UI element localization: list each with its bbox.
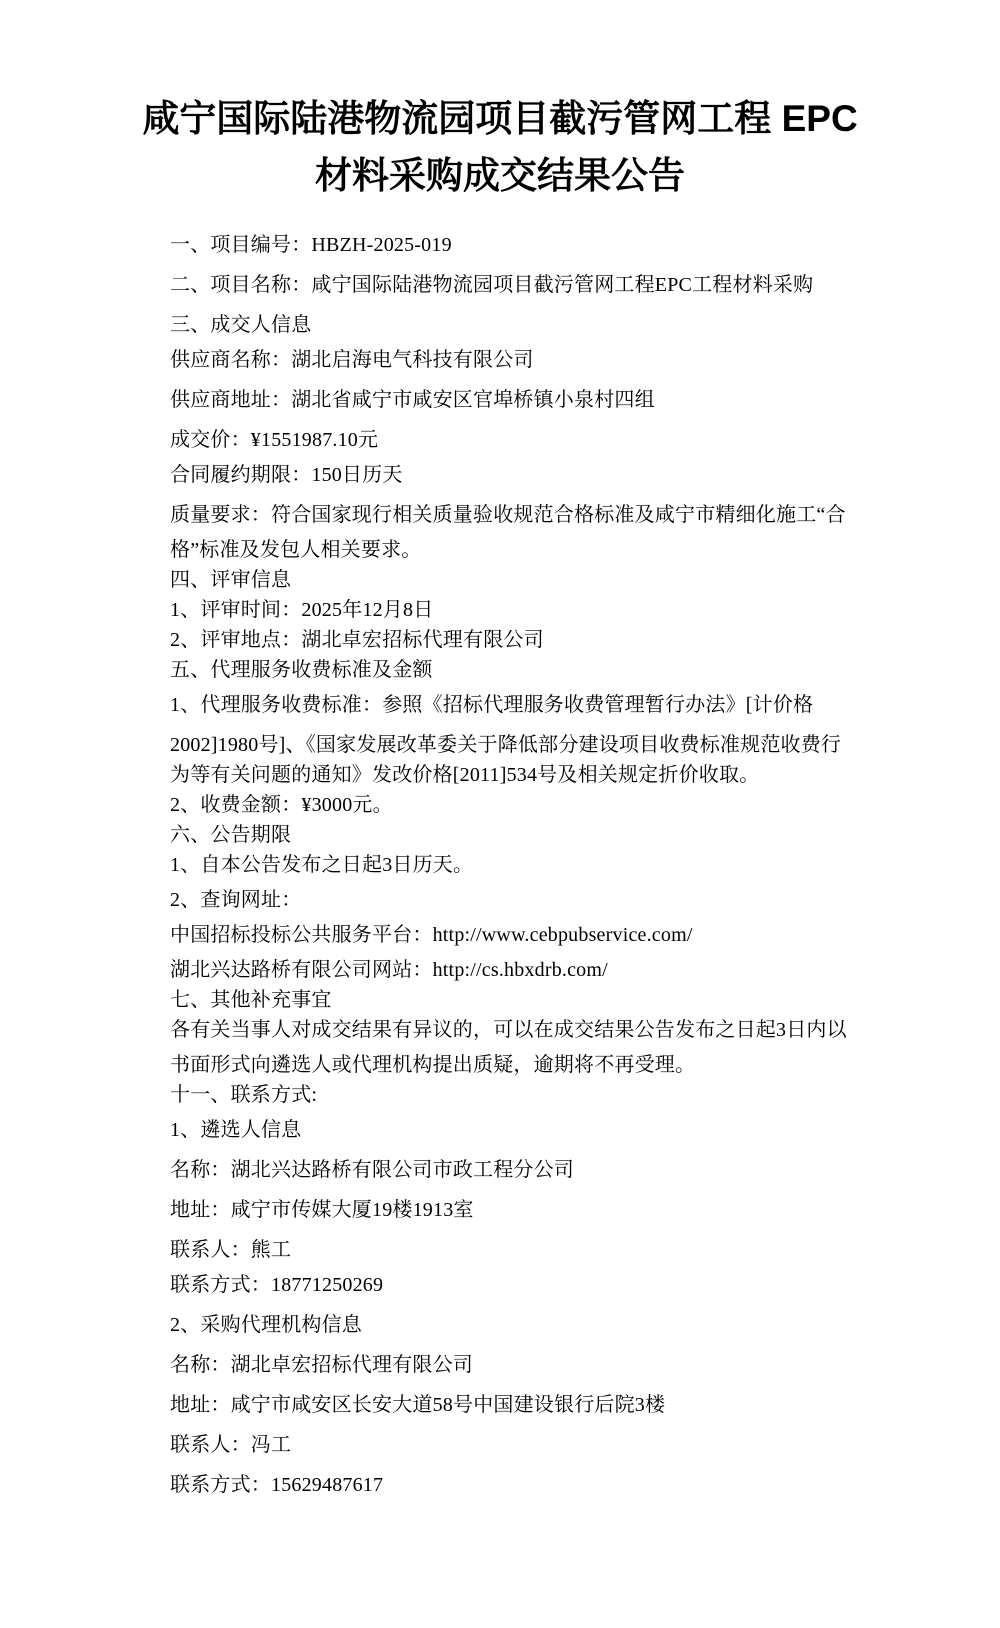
doc-line-36: 联系方式：15629487617 <box>170 1474 384 1496</box>
doc-line-25: 书面形式向遴选人或代理机构提出质疑，逾期将不再受理。 <box>170 1054 696 1076</box>
doc-line-29: 地址：咸宁市传媒大厦19楼1913室 <box>170 1199 474 1221</box>
document-title <box>0 90 1000 204</box>
doc-line-23: 七、其他补充事宜 <box>170 989 332 1011</box>
doc-line-26: 十一、联系方式: <box>170 1084 318 1106</box>
document-title-line-2: 材料采购成交结果公告 <box>315 155 685 196</box>
doc-line-13: 五、代理服务收费标准及金额 <box>170 659 433 681</box>
doc-line-31: 联系方式：18771250269 <box>170 1274 384 1296</box>
document-body <box>170 230 900 1500</box>
doc-line-34: 地址：咸宁市咸安区长安大道58号中国建设银行后院3楼 <box>170 1394 666 1416</box>
doc-line-2: 二、项目名称：咸宁国际陆港物流园项目截污管网工程EPC工程材料采购 <box>170 274 814 296</box>
doc-line-11: 1、评审时间：2025年12月8日 <box>170 599 434 621</box>
doc-line-12: 2、评审地点：湖北卓宏招标代理有限公司 <box>170 629 544 651</box>
doc-line-35: 联系人：冯工 <box>170 1434 292 1456</box>
doc-line-15: 2002]1980号]、《国家发展改革委关于降低部分建设项目收费标准规范收费行 <box>170 734 842 756</box>
doc-line-17: 2、收费金额：¥3000元。 <box>170 794 393 816</box>
doc-line-28: 名称：湖北兴达路桥有限公司市政工程分公司 <box>170 1159 574 1181</box>
doc-line-32: 2、采购代理机构信息 <box>170 1314 362 1336</box>
doc-line-1: 一、项目编号：HBZH-2025-019 <box>170 234 452 256</box>
doc-line-27: 1、遴选人信息 <box>170 1119 302 1141</box>
doc-line-8: 质量要求：符合国家现行相关质量验收规范合格标准及咸宁市精细化施工“合 <box>170 504 846 526</box>
doc-line-7: 合同履约期限：150日历天 <box>170 464 403 486</box>
doc-line-4: 供应商名称：湖北启海电气科技有限公司 <box>170 349 534 371</box>
doc-line-14: 1、代理服务收费标准：参照《招标代理服务收费管理暂行办法》[计价格 <box>170 694 814 716</box>
doc-line-5: 供应商地址：湖北省咸宁市咸安区官埠桥镇小泉村四组 <box>170 389 655 411</box>
doc-line-3: 三、成交人信息 <box>170 314 312 336</box>
doc-line-33: 名称：湖北卓宏招标代理有限公司 <box>170 1354 473 1376</box>
doc-line-30: 联系人：熊工 <box>170 1239 292 1261</box>
doc-line-18: 六、公告期限 <box>170 824 292 846</box>
doc-line-19: 1、自本公告发布之日起3日历天。 <box>170 854 474 876</box>
doc-line-21: 中国招标投标公共服务平台：http://www.cebpubservice.com/ <box>170 924 693 946</box>
doc-line-6: 成交价：¥1551987.10元 <box>170 429 379 451</box>
doc-line-20: 2、查询网址： <box>170 889 302 911</box>
doc-line-22: 湖北兴达路桥有限公司网站：http://cs.hbxdrb.com/ <box>170 959 608 981</box>
doc-line-10: 四、评审信息 <box>170 569 292 591</box>
document-title-line-1: 咸宁国际陆港物流园项目截污管网工程 EPC <box>142 98 858 139</box>
doc-line-24: 各有关当事人对成交结果有异议的，可以在成交结果公告发布之日起3日内以 <box>170 1019 847 1041</box>
doc-line-16: 为等有关问题的通知》发改价格[2011]534号及相关规定折价收取。 <box>170 764 760 786</box>
doc-line-9: 格”标准及发包人相关要求。 <box>170 539 422 561</box>
